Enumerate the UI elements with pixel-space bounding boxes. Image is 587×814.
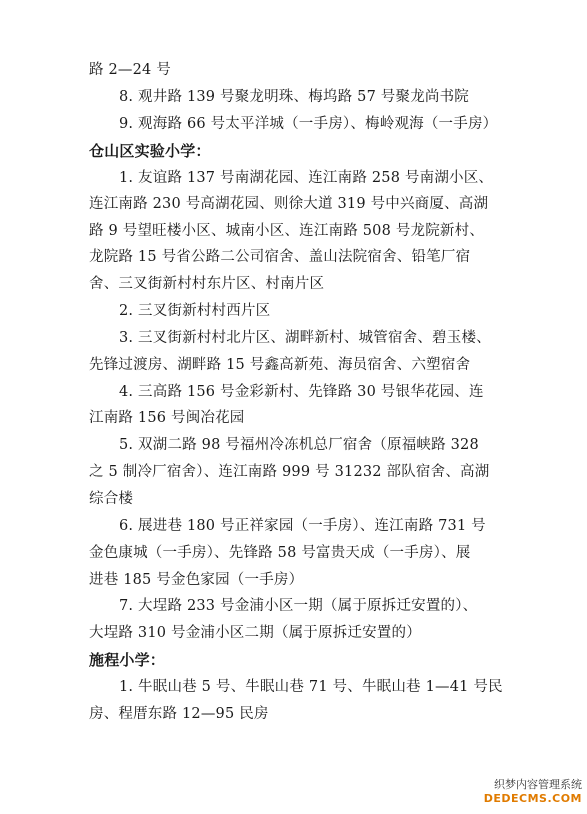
list-item: 1. 牛眠山巷 5 号、牛眠山巷 71 号、牛眠山巷 1—41 号民 bbox=[119, 679, 503, 695]
section-heading: 仓山区实验小学： bbox=[89, 142, 211, 160]
text-line: 之 5 制冷厂宿舍）、连江南路 999 号 31232 部队宿舍、高湖 bbox=[89, 464, 490, 480]
list-item: 1. 友谊路 137 号南湖花园、连江南路 258 号南湖小区、 bbox=[119, 170, 494, 186]
list-item: 4. 三高路 156 号金彩新村、先锋路 30 号银华花园、连 bbox=[119, 384, 484, 400]
list-item: 5. 双湖二路 98 号福州冷冻机总厂宿舍（原福峡路 328 bbox=[119, 437, 479, 453]
list-item: 9. 观海路 66 号太平洋城（一手房）、梅岭观海（一手房） bbox=[119, 116, 498, 132]
list-item: 6. 展进巷 180 号正祥家园（一手房）、连江南路 731 号 bbox=[119, 518, 486, 534]
list-item: 2. 三叉街新村村西片区 bbox=[119, 303, 271, 319]
text-line: 舍、三叉街新村村东片区、村南片区 bbox=[89, 276, 325, 292]
text-line: 金色康城（一手房）、先锋路 58 号富贵天成（一手房）、展 bbox=[89, 545, 471, 561]
text-line: 路 9 号望旺楼小区、城南小区、连江南路 508 号龙院新村、 bbox=[89, 223, 485, 239]
text-line: 先锋过渡房、湖畔路 15 号鑫高新苑、海员宿舍、六塑宿舍 bbox=[89, 357, 471, 373]
list-item: 3. 三叉街新村村北片区、湖畔新村、城管宿舍、碧玉楼、 bbox=[119, 330, 491, 346]
list-item: 8. 观井路 139 号聚龙明珠、梅坞路 57 号聚龙尚书院 bbox=[119, 89, 470, 105]
text-line: 房、程厝东路 12—95 民房 bbox=[89, 706, 269, 722]
text-line: 连江南路 230 号高湖花园、则徐大道 319 号中兴商厦、高湖 bbox=[89, 196, 489, 212]
text-line: 大埕路 310 号金浦小区二期（属于原拆迁安置的） bbox=[89, 625, 421, 641]
watermark-title: 织梦内容管理系统 bbox=[494, 778, 582, 791]
text-line: 龙院路 15 号省公路二公司宿舍、盖山法院宿舍、铅笔厂宿 bbox=[89, 249, 471, 265]
text-line: 江南路 156 号闽冶花园 bbox=[89, 410, 245, 426]
text-line: 综合楼 bbox=[89, 491, 134, 507]
watermark bbox=[468, 778, 582, 805]
section-heading: 施程小学： bbox=[89, 651, 166, 669]
list-item: 7. 大埕路 233 号金浦小区一期（属于原拆迁安置的）、 bbox=[119, 598, 478, 614]
watermark-url: DEDECMS.COM bbox=[483, 792, 582, 805]
text-line: 进巷 185 号金色家园（一手房） bbox=[89, 572, 304, 588]
text-line: 路 2—24 号 bbox=[89, 62, 171, 78]
